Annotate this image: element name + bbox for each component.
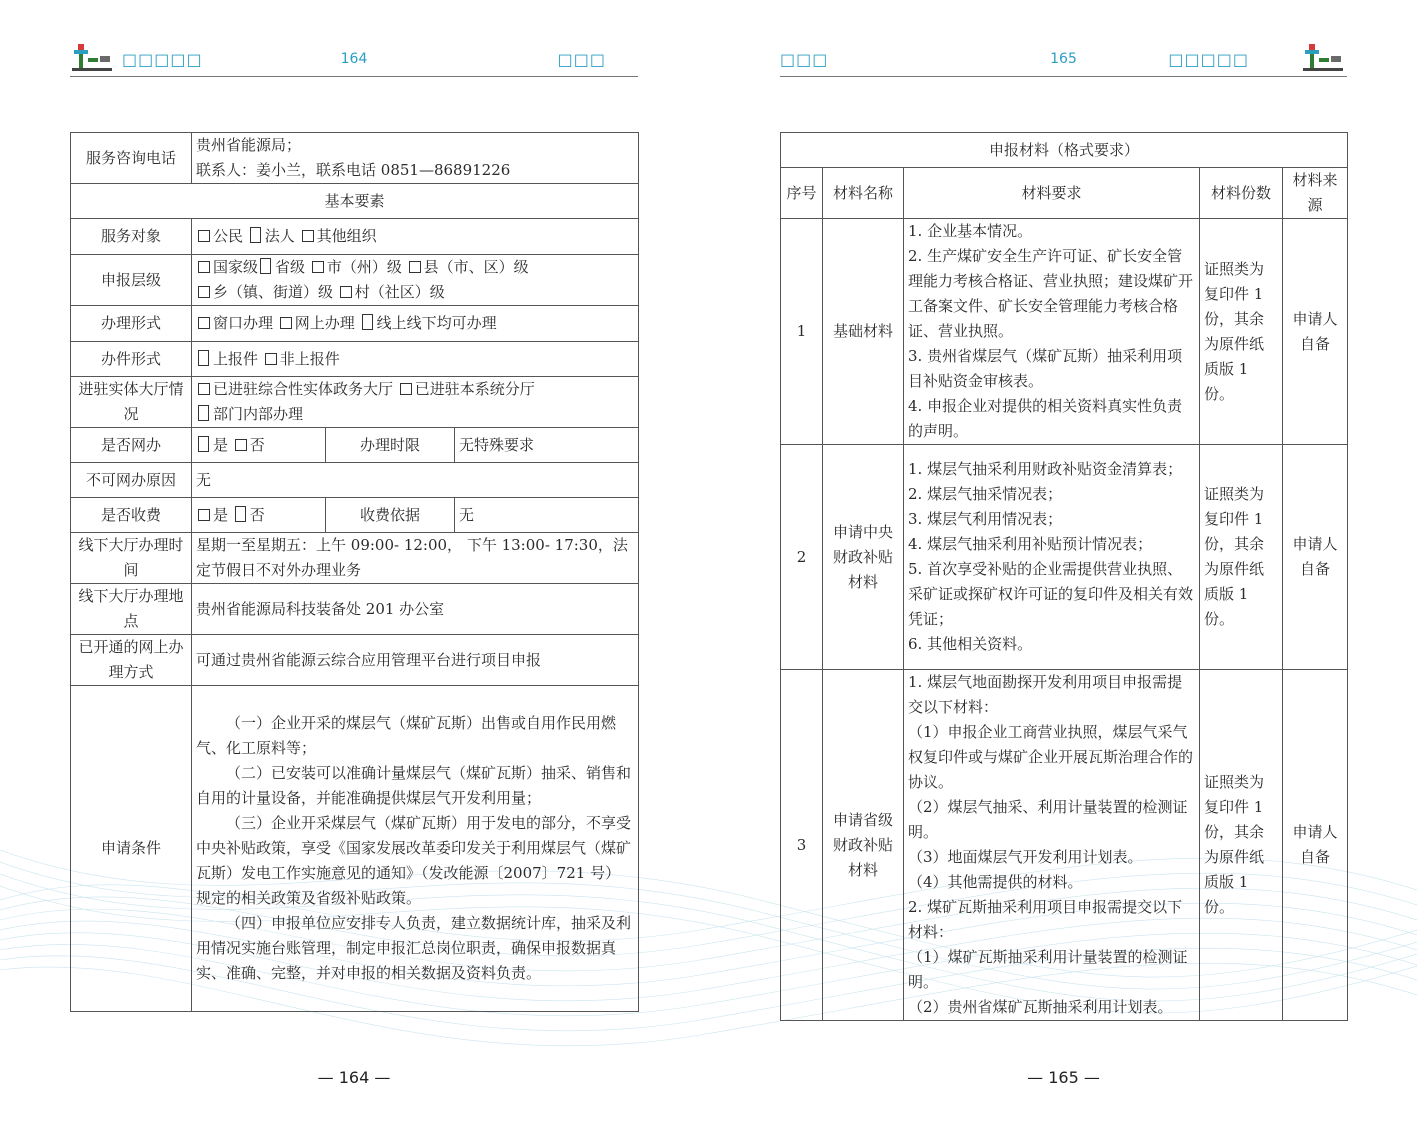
left-header	[70, 40, 638, 77]
address-value: 贵州省能源局科技装备处 201 办公室	[192, 584, 639, 635]
hours-label: 线下大厅办理时间	[71, 533, 192, 584]
req-cell: 1. 企业基本情况。 2. 生产煤矿安全生产许可证、矿长安全管理能力考核合格证、营业执照；建设煤矿开工备案文件、矿长安全管理能力考核合格证、营业执照。 3. 贵州省煤层气（煤矿瓦斯）抽采利用项目补贴资金审核表。 4. 申报企业对提供的相关资料真实性负责的声明。	[904, 219, 1200, 445]
fee-options: 是 否	[192, 498, 326, 533]
col-header-req: 材料要求	[904, 168, 1200, 219]
doc-options: 上报件 非上报件	[192, 342, 639, 377]
header-left-text: □□□	[780, 50, 829, 69]
checkbox-icon	[302, 230, 314, 242]
address-label: 线下大厅办理地点	[71, 584, 192, 635]
right-header	[780, 40, 1347, 77]
level-label: 申报层级	[71, 255, 192, 306]
consult-label: 服务咨询电话	[71, 133, 192, 184]
hall-options: 已进驻综合性实体政务大厅 已进驻本系统分厅 部门内部办理	[192, 377, 639, 428]
table-row: 2 申请中央财政补贴材料 1. 煤层气抽采利用财政补贴资金清算表； 2. 煤层气抽采情况表； 3. 煤层气利用情况表； 4. 煤层气抽采利用补贴预计情况表； 5. 首次享受补贴的企业需提供营业执照、采矿证或探矿权许可证的复印件及相关有效凭证； 6. 其他相关资料。 证照类为复印件 1 份，其余为原件纸质版 1 份。 申请人自备	[781, 445, 1348, 670]
no-online-label: 不可网办原因	[71, 463, 192, 498]
hall-label: 进驻实体大厅情况	[71, 377, 192, 428]
header-right-text: □□□□□	[1168, 50, 1249, 69]
page-footer-right: — 165 —	[1027, 1068, 1100, 1087]
time-limit-label: 办理时限	[326, 428, 455, 463]
time-limit-value: 无特殊要求	[455, 428, 639, 463]
target-options: 公民 法人 其他组织	[192, 219, 639, 255]
fee-basis-value: 无	[455, 498, 639, 533]
header-left-text: □□□□□	[122, 50, 203, 69]
consult-value: 贵州省能源局； 联系人：姜小兰，联系电话 0851—86891226	[192, 133, 639, 184]
materials-title: 申报材料（格式要求）	[781, 133, 1348, 168]
hours-value: 星期一至星期五：上午 09:00- 12:00， 下午 13:00- 17:30，法定节假日不对外办理业务	[192, 533, 639, 584]
online-label: 是否网办	[71, 428, 192, 463]
page-footer-left: — 164 —	[317, 1068, 391, 1087]
conditions-label: 申请条件	[71, 686, 192, 1012]
materials-table	[780, 132, 1348, 1021]
col-header-no: 序号	[781, 168, 823, 219]
level-options: 国家级 省级 市（州）级 县（市、区）级 乡（镇、街道）级 村（社区）级	[192, 255, 639, 306]
table-row: 1 基础材料 1. 企业基本情况。 2. 生产煤矿安全生产许可证、矿长安全管理能力考核合格证、营业执照；建设煤矿开工备案文件、矿长安全管理能力考核合格证、营业执照。 3. 贵州省煤层气（煤矿瓦斯）抽采利用项目补贴资金审核表。 4. 申报企业对提供的相关资料真实性负责的声明。 证照类为复印件 1 份，其余为原件纸质版 1 份。 申请人自备	[781, 219, 1348, 445]
col-header-source: 材料来源	[1283, 168, 1348, 219]
online-options: 是 否	[192, 428, 326, 463]
no-online-value: 无	[192, 463, 639, 498]
table-row: 3 申请省级财政补贴材料 1. 煤层气地面勘探开发利用项目申报需提交以下材料： （1）申报企业工商营业执照，煤层气采气权复印件或与煤矿企业开展瓦斯治理合作的协议。 （2）煤层气抽采、利用计量装置的检测证明。 （3）地面煤层气开发利用计划表。 （4）其他需提供的材料。 2. 煤矿瓦斯抽采利用项目申报需提交以下材料： （1）煤矿瓦斯抽采利用计量装置的检测证明。 （2）贵州省煤矿瓦斯抽采利用计划表。 证照类为复印件 1 份，其余为原件纸质版 1 份。 申请人自备	[781, 670, 1348, 1021]
doc-label: 办件形式	[71, 342, 192, 377]
header-right-text: □□□	[557, 50, 606, 69]
logo-icon	[1301, 42, 1347, 74]
target-label: 服务对象	[71, 219, 192, 255]
online-way-label: 已开通的网上办理方式	[71, 635, 192, 686]
req-cell: 1. 煤层气抽采利用财政补贴资金清算表； 2. 煤层气抽采情况表； 3. 煤层气利用情况表； 4. 煤层气抽采利用补贴预计情况表； 5. 首次享受补贴的企业需提供营业执照、采矿证或探矿权许可证的复印件及相关有效凭证； 6. 其他相关资料。	[904, 445, 1200, 670]
page-number-top: 164	[340, 51, 368, 67]
conditions-text: （一）企业开采的煤层气（煤矿瓦斯）出售或自用作民用燃气、化工原料等； （二）已安装可以准确计量煤层气（煤矿瓦斯）抽采、销售和自用的计量设备，并能准确提供煤层气开发利用量； （三）企业开采煤层气（煤矿瓦斯）用于发电的部分，不享受中央补贴政策，享受《国家发展改革委印发关于利用煤层气（煤矿瓦斯）发电工作实施意见的通知》（发改能源〔2007〕721 号）规定的相关政策及省级补贴政策。 （四）申报单位应安排专人负责，建立数据统计库，抽采及利用情况实施台账管理，制定申报汇总岗位职责，确保申报数据真实、准确、完整，并对申报的相关数据及资料负责。	[192, 686, 639, 1012]
service-info-table	[70, 132, 639, 1012]
page-number-top: 165	[1050, 51, 1077, 67]
col-header-count: 材料份数	[1200, 168, 1283, 219]
req-cell: 1. 煤层气地面勘探开发利用项目申报需提交以下材料： （1）申报企业工商营业执照，煤层气采气权复印件或与煤矿企业开展瓦斯治理合作的协议。 （2）煤层气抽采、利用计量装置的检测证明。 （3）地面煤层气开发利用计划表。 （4）其他需提供的材料。 2. 煤矿瓦斯抽采利用项目申报需提交以下材料： （1）煤矿瓦斯抽采利用计量装置的检测证明。 （2）贵州省煤矿瓦斯抽采利用计划表。	[904, 670, 1200, 1021]
col-header-name: 材料名称	[823, 168, 904, 219]
checkbox-icon	[250, 227, 261, 243]
form-label: 办理形式	[71, 306, 192, 342]
checkbox-icon	[198, 230, 210, 242]
fee-label: 是否收费	[71, 498, 192, 533]
fee-basis-label: 收费依据	[326, 498, 455, 533]
basic-elements-title: 基本要素	[71, 184, 639, 219]
online-way-value: 可通过贵州省能源云综合应用管理平台进行项目申报	[192, 635, 639, 686]
form-options: 窗口办理 网上办理 线上线下均可办理	[192, 306, 639, 342]
